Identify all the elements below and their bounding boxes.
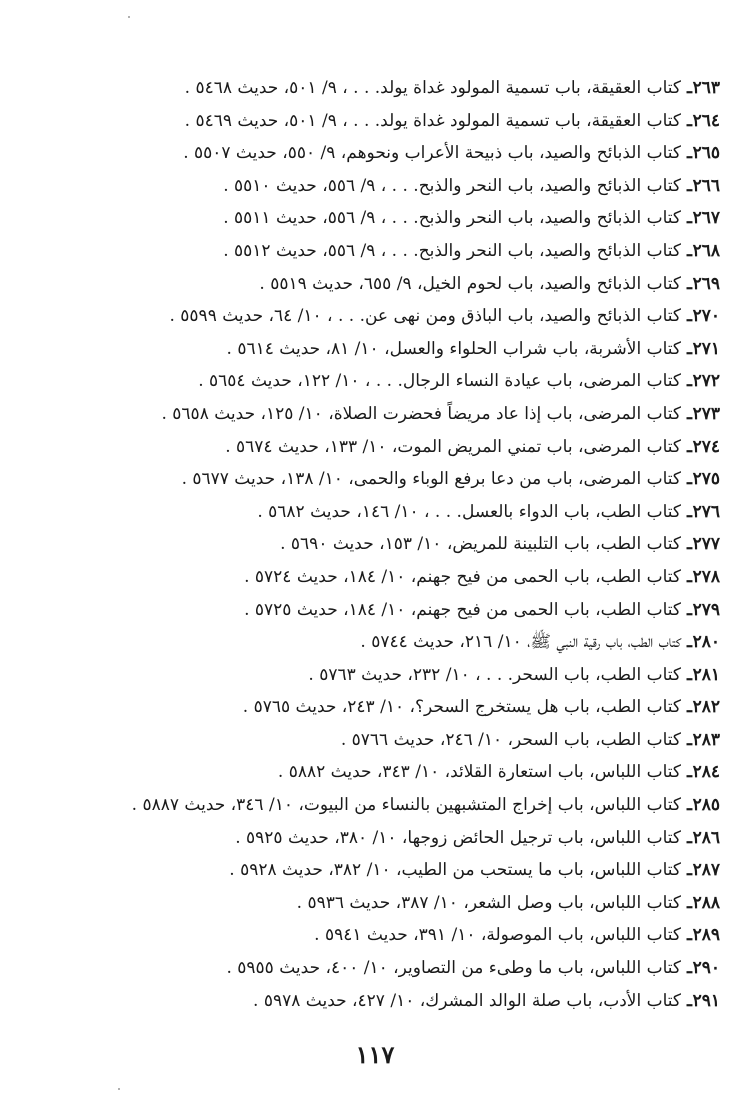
- entry-dash: ـ: [687, 566, 692, 587]
- reference-entry: [20, 170, 720, 203]
- entry-text: كتاب الذبائح والصيد، باب الباذق ومن نهى عن. . . ، ١٠/ ٦٤، حديث ٥٥٩٩ .: [169, 306, 682, 327]
- entry-number: ٢٧١: [692, 338, 720, 359]
- reference-entry: [20, 626, 720, 659]
- reference-entry: [20, 235, 720, 268]
- entry-dash: ـ: [687, 697, 692, 718]
- reference-entry: [20, 105, 720, 138]
- entry-text: كتاب الطب، باب التلبينة للمريض، ١٠/ ١٥٣، حديث ٥٦٩٠ .: [280, 534, 682, 555]
- entry-dash: ـ: [687, 990, 692, 1011]
- entry-dash: ـ: [687, 632, 692, 653]
- entry-dash: ـ: [687, 436, 692, 457]
- entry-number: ٢٦٨: [692, 240, 720, 261]
- entry-dash: ـ: [687, 403, 692, 424]
- entry-number: ٢٨٣: [692, 729, 720, 750]
- reference-entry: [20, 919, 720, 952]
- entry-text: كتاب الطب، باب الحمى من فيح جهنم، ١٠/ ١٨٤، حديث ٥٧٢٤ .: [244, 566, 682, 587]
- entry-dash: ـ: [687, 208, 692, 229]
- reference-entry: [20, 496, 720, 529]
- entry-text: كتاب الذبائح والصيد، باب لحوم الخيل، ٩/ ٦٥٥، حديث ٥٥١٩ .: [259, 273, 682, 294]
- entry-text: كتاب الطب، باب السحر، ١٠/ ٢٤٦، حديث ٥٧٦٦ .: [340, 729, 682, 750]
- entry-dash: ـ: [687, 599, 692, 620]
- entry-dash: ـ: [687, 240, 692, 261]
- entry-number: ٢٨٩: [692, 925, 720, 946]
- reference-entry: [20, 887, 720, 920]
- entry-text: كتاب العقيقة، باب تسمية المولود غداة يولد. . . ، ٩/ ٥٠١، حديث ٥٤٦٩ .: [184, 110, 682, 131]
- entry-number: ٢٧٨: [692, 566, 720, 587]
- entry-dash: ـ: [687, 860, 692, 881]
- entry-number: ٢٩١: [692, 990, 720, 1011]
- entry-text: كتاب الطب، باب هل يستخرج السحر؟، ١٠/ ٢٤٣، حديث ٥٧٦٥ .: [242, 697, 682, 718]
- entry-number: ٢٦٥: [692, 143, 720, 164]
- entry-number: ٢٧٥: [692, 469, 720, 490]
- scan-speck: [128, 16, 130, 18]
- reference-entry: [20, 854, 720, 887]
- entry-dash: ـ: [687, 110, 692, 131]
- entry-number: ٢٨٨: [692, 892, 720, 913]
- entry-number: ٢٦٣: [692, 78, 720, 98]
- reference-entry: [20, 789, 720, 822]
- entry-number: ٢٨٢: [692, 697, 720, 718]
- entry-dash: ـ: [687, 892, 692, 913]
- reference-entry: [20, 561, 720, 594]
- reference-entry: [20, 463, 720, 496]
- entry-dash: ـ: [687, 958, 692, 979]
- reference-entry: [20, 659, 720, 692]
- entry-number: ٢٨٧: [692, 860, 720, 881]
- entry-number: ٢٨٥: [692, 795, 720, 816]
- entry-text: كتاب المرضى، باب إذا عاد مريضاً فحضرت الصلاة، ١٠/ ١٢٥، حديث ٥٦٥٨ .: [161, 403, 682, 424]
- entry-dash: ـ: [687, 664, 692, 685]
- reference-entry: [20, 300, 720, 333]
- reference-entry: [20, 431, 720, 464]
- entry-dash: ـ: [687, 762, 692, 783]
- entry-dash: ـ: [687, 729, 692, 750]
- entry-number: ٢٧٦: [692, 501, 720, 522]
- entry-text: كتاب الأشربة، باب شراب الحلواء والعسل، ١٠/ ٨١، حديث ٥٦١٤ .: [226, 338, 682, 359]
- reference-list: [20, 72, 720, 1017]
- reference-entry: [20, 691, 720, 724]
- page-number: ١١٧: [355, 1040, 395, 1069]
- entry-dash: ـ: [687, 371, 692, 392]
- entry-dash: ـ: [687, 795, 692, 816]
- entry-text: كتاب اللباس، باب الموصولة، ١٠/ ٣٩١، حديث ٥٩٤١ .: [314, 925, 682, 946]
- entry-number: ٢٧٠: [692, 306, 720, 327]
- entry-dash: ـ: [687, 338, 692, 359]
- entry-text: كتاب المرضى، باب عيادة النساء الرجال. . . ، ١٠/ ١٢٢، حديث ٥٦٥٤ .: [198, 371, 682, 392]
- entry-dash: ـ: [687, 143, 692, 164]
- entry-number: ٢٦٧: [692, 208, 720, 229]
- entry-text: كتاب الطب، باب الحمى من فيح جهنم، ١٠/ ١٨٤، حديث ٥٧٢٥ .: [244, 599, 682, 620]
- entry-text: كتاب اللباس، باب استعارة القلائد، ١٠/ ٣٤٣، حديث ٥٨٨٢ .: [277, 762, 682, 783]
- reference-entry: [20, 756, 720, 789]
- scan-speck: [118, 1088, 120, 1090]
- entry-number: ٢٧٣: [692, 403, 720, 424]
- entry-number: ٢٧٤: [692, 436, 720, 457]
- entry-text: كتاب اللباس، باب إخراج المتشبهين بالنساء من البيوت، ١٠/ ٣٤٦، حديث ٥٨٨٧ .: [131, 795, 682, 816]
- entry-text: كتاب الطب، باب رقية النبي ﷺ، ١٠/ ٢١٦، حديث ٥٧٤٤ .: [360, 632, 682, 653]
- entry-number: ٢٨٤: [692, 762, 720, 783]
- entry-text: كتاب الأدب، باب صلة الوالد المشرك، ١٠/ ٤٢٧، حديث ٥٩٧٨ .: [253, 990, 682, 1011]
- entry-text: كتاب الذبائح والصيد، باب النحر والذبح. . . ، ٩/ ٥٥٦، حديث ٥٥١١ .: [223, 208, 682, 229]
- entry-text: كتاب الذبائح والصيد، باب النحر والذبح. . . ، ٩/ ٥٥٦، حديث ٥٥١٢ .: [223, 240, 682, 261]
- entry-dash: ـ: [687, 273, 692, 294]
- entry-number: ٢٨٠: [692, 632, 720, 653]
- entry-number: ٢٦٩: [692, 273, 720, 294]
- reference-entry: [20, 137, 720, 170]
- entry-number: ٢٧٩: [692, 599, 720, 620]
- entry-text: كتاب الطب، باب الدواء بالعسل. . . ، ١٠/ ١٤٦، حديث ٥٦٨٢ .: [257, 501, 682, 522]
- reference-entry: [20, 398, 720, 431]
- reference-entry: [20, 594, 720, 627]
- reference-entry: [20, 952, 720, 985]
- entry-dash: ـ: [687, 175, 692, 196]
- entry-number: ٢٨٦: [692, 827, 720, 848]
- entry-text: كتاب العقيقة، باب تسمية المولود غداة يولد. . . ، ٩/ ٥٠١، حديث ٥٤٦٨ .: [184, 78, 682, 98]
- entry-text: كتاب اللباس، باب ترجيل الحائض زوجها، ١٠/ ٣٨٠، حديث ٥٩٢٥ .: [235, 827, 682, 848]
- entry-dash: ـ: [687, 469, 692, 490]
- entry-number: ٢٨١: [692, 664, 720, 685]
- entry-text: كتاب الطب، باب السحر. . . ، ١٠/ ٢٣٢، حديث ٥٧٦٣ .: [308, 664, 682, 685]
- entry-number: ٢٦٦: [692, 175, 720, 196]
- entry-number: ٢٩٠: [692, 958, 720, 979]
- entry-dash: ـ: [687, 306, 692, 327]
- entry-number: ٢٧٢: [692, 371, 720, 392]
- entry-dash: ـ: [687, 78, 692, 98]
- entry-text: كتاب الذبائح والصيد، باب ذبيحة الأعراب ونحوهم، ٩/ ٥٥٠، حديث ٥٥٠٧ .: [183, 143, 682, 164]
- entry-dash: ـ: [687, 925, 692, 946]
- reference-entry: [20, 528, 720, 561]
- entry-number: ٢٦٤: [692, 110, 720, 131]
- entry-number: ٢٧٧: [692, 534, 720, 555]
- entry-text: كتاب اللباس، باب وصل الشعر، ١٠/ ٣٨٧، حديث ٥٩٣٦ .: [296, 892, 682, 913]
- reference-entry: [20, 202, 720, 235]
- reference-entry: [20, 985, 720, 1018]
- reference-entry: [20, 365, 720, 398]
- entry-dash: ـ: [687, 501, 692, 522]
- reference-entry: [20, 268, 720, 301]
- entry-text: كتاب اللباس، باب ما يستحب من الطيب، ١٠/ ٣٨٢، حديث ٥٩٢٨ .: [229, 860, 682, 881]
- entry-text: كتاب الذبائح والصيد، باب النحر والذبح. . . ، ٩/ ٥٥٦، حديث ٥٥١٠ .: [223, 175, 682, 196]
- entry-text: كتاب اللباس، باب ما وطىء من التصاوير، ١٠/ ٤٠٠، حديث ٥٩٥٥ .: [226, 958, 682, 979]
- reference-entry: [20, 822, 720, 855]
- reference-entry: [20, 72, 720, 105]
- entry-text: كتاب المرضى، باب تمني المريض الموت، ١٠/ ١٣٣، حديث ٥٦٧٤ .: [225, 436, 682, 457]
- entry-dash: ـ: [687, 827, 692, 848]
- entry-dash: ـ: [687, 534, 692, 555]
- reference-entry: [20, 333, 720, 366]
- entry-text: كتاب المرضى، باب من دعا برفع الوباء والحمى، ١٠/ ١٣٨، حديث ٥٦٧٧ .: [181, 469, 682, 490]
- reference-entry: [20, 724, 720, 757]
